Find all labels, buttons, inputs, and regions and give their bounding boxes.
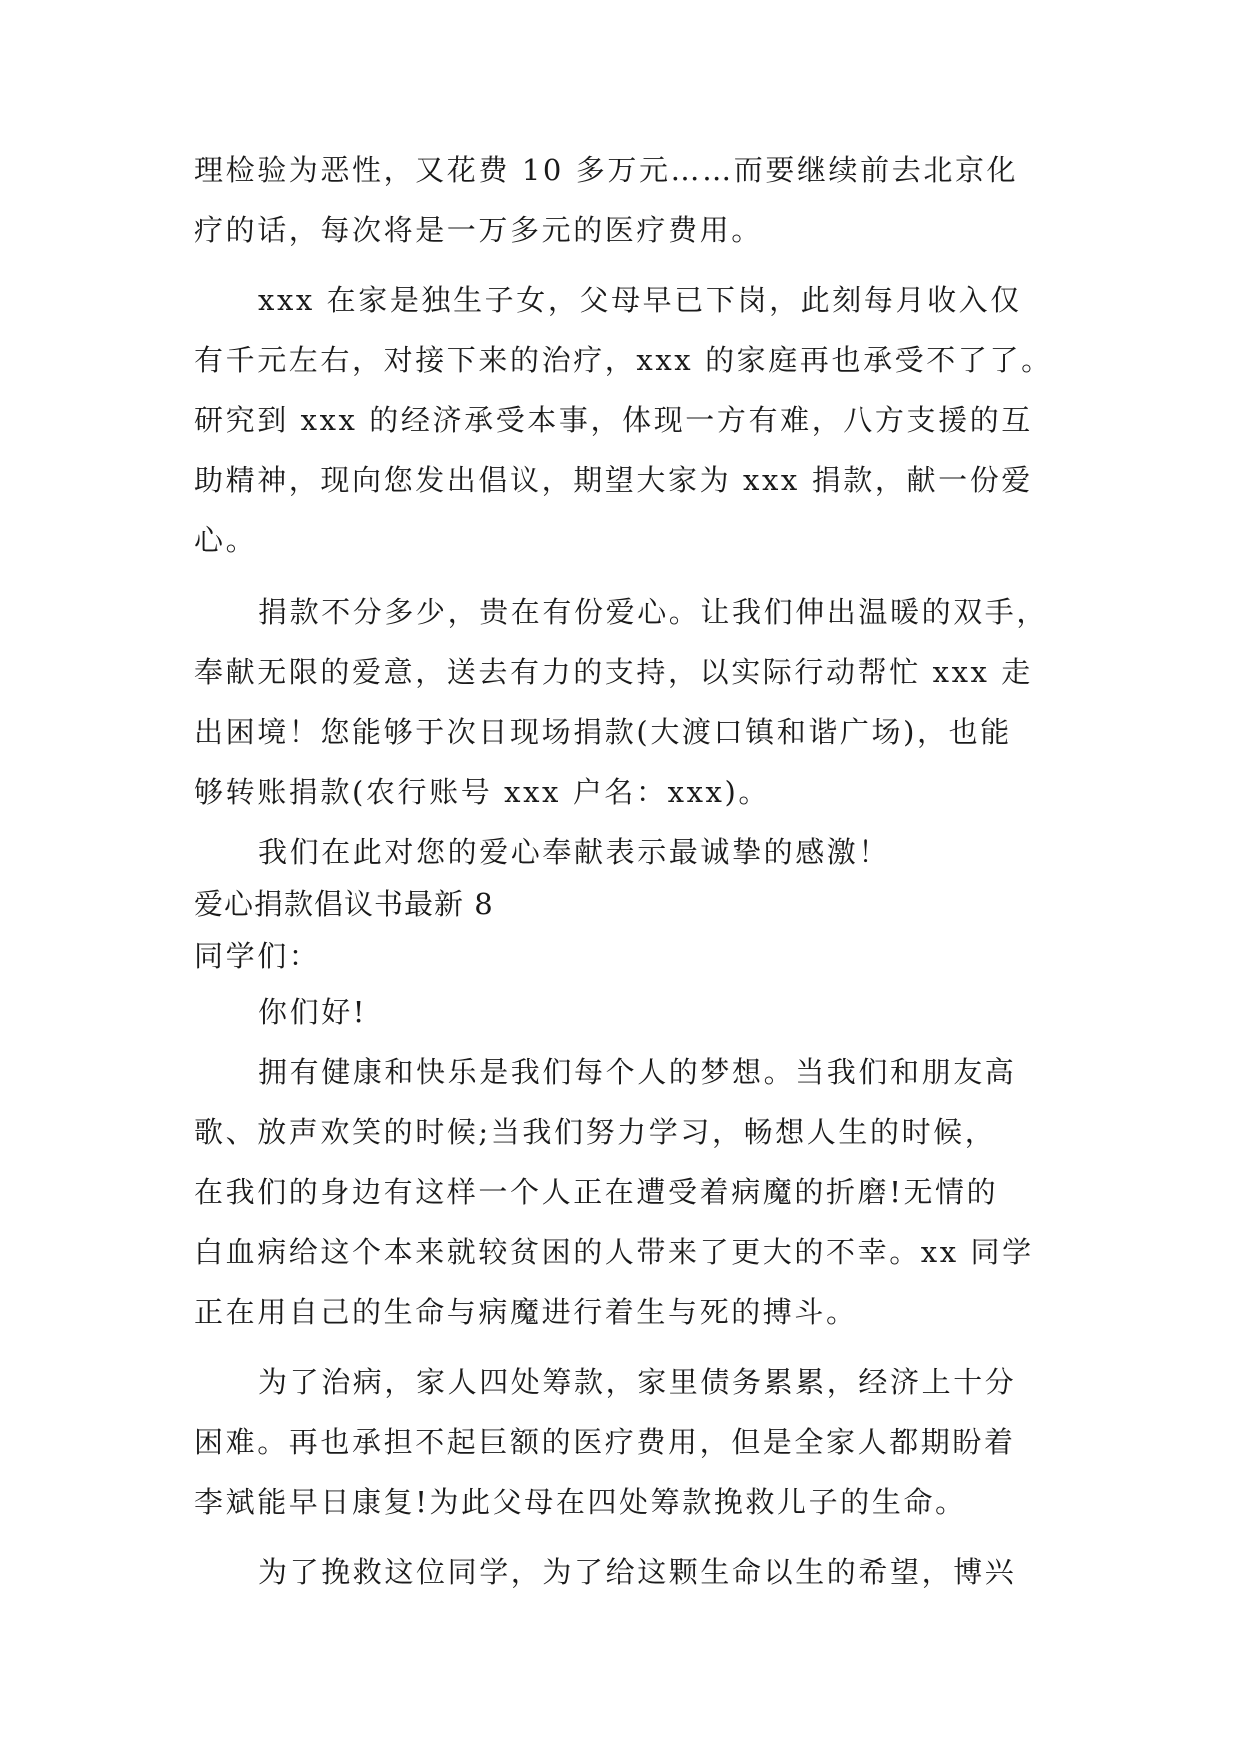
paragraph-first-line: 为了挽救这位同学，为了给这颗生命以生的希望，博兴 bbox=[258, 1555, 1017, 1589]
paragraph-first-line: 为了治病，家人四处筹款，家里债务累累，经济上十分 bbox=[258, 1365, 1017, 1399]
text-line: 疗的话，每次将是一万多元的医疗费用。 bbox=[194, 213, 763, 247]
text-line: 困难。再也承担不起巨额的医疗费用，但是全家人都期盼着 bbox=[194, 1425, 1016, 1459]
text-line: 助精神，现向您发出倡议，期望大家为 xxx 捐款，献一份爱 bbox=[194, 463, 1033, 497]
paragraph-first-line: 拥有健康和快乐是我们每个人的梦想。当我们和朋友高 bbox=[258, 1055, 1017, 1089]
text-line: 心。 bbox=[194, 523, 258, 557]
text-line: 白血病给这个本来就较贫困的人带来了更大的不幸。xx 同学 bbox=[194, 1235, 1034, 1269]
text-line: 在我们的身边有这样一个人正在遭受着病魔的折磨!无情的 bbox=[194, 1175, 999, 1209]
text-line: 理检验为恶性，又花费 10 多万元……而要继续前去北京化 bbox=[194, 153, 1019, 187]
greeting: 你们好! bbox=[258, 995, 368, 1029]
text-line: 够转账捐款(农行账号 xxx 户名：xxx)。 bbox=[194, 775, 770, 809]
text-line: 李斌能早日康复!为此父母在四处筹款挽救儿子的生命。 bbox=[194, 1485, 967, 1519]
text-line: 奉献无限的爱意，送去有力的支持，以实际行动帮忙 xxx 走 bbox=[194, 655, 1033, 689]
paragraph-first-line: 我们在此对您的爱心奉献表示最诚挚的感激！ bbox=[258, 835, 891, 869]
text-line: 出困境！您能够于次日现场捐款(大渡口镇和谐广场)，也能 bbox=[194, 715, 1012, 749]
text-line: 研究到 xxx 的经济承受本事，体现一方有难，八方支援的互 bbox=[194, 403, 1033, 437]
salutation: 同学们： bbox=[194, 939, 321, 973]
section-heading: 爱心捐款倡议书最新 8 bbox=[194, 887, 494, 921]
text-line: 歌、放声欢笑的时候;当我们努力学习，畅想人生的时候， bbox=[194, 1115, 997, 1149]
paragraph-first-line: 捐款不分多少，贵在有份爱心。让我们伸出温暖的双手， bbox=[258, 595, 1049, 629]
paragraph-first-line: xxx 在家是独生子女，父母早已下岗，此刻每月收入仅 bbox=[258, 283, 1022, 317]
text-line: 正在用自己的生命与病魔进行着生与死的搏斗。 bbox=[194, 1295, 858, 1329]
text-line: 有千元左右，对接下来的治疗，xxx 的家庭再也承受不了了。 bbox=[194, 343, 1053, 377]
